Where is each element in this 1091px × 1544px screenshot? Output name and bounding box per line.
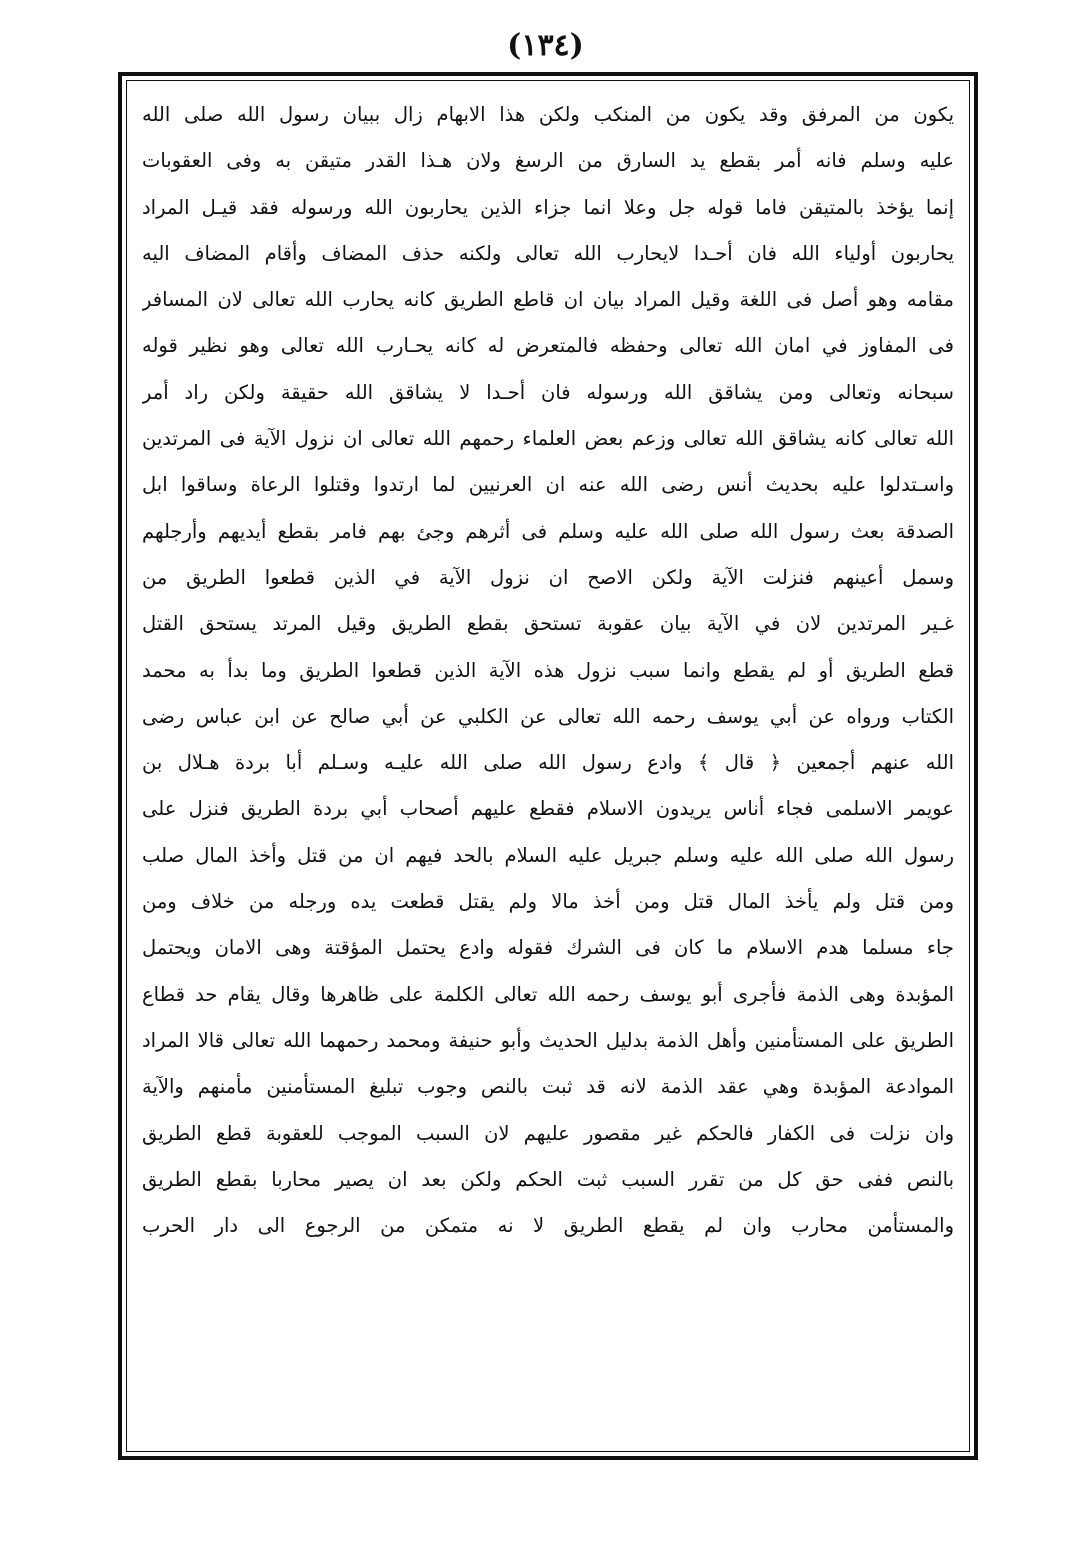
text-line: والمستأمن محارب وان لم يقطع الطريق لا نه متمكن من الرجوع الى دار الحرب bbox=[142, 1214, 954, 1238]
text-body bbox=[142, 92, 954, 1444]
text-line: الصدقة بعث رسول الله صلى الله عليه وسلم فى أثرهم وجئ بهم فامر بقطع أيديهم وأرجلهم bbox=[142, 519, 954, 543]
text-line: وان نزلت فى الكفار فالحكم غير مقصور عليهم لان السبب الموجب للعقوبة قطع الطريق bbox=[142, 1121, 954, 1145]
text-line: الله تعالى كانه يشاقق الله تعالى وزعم بعض العلماء رحمهم الله تعالى ان نزول الآية فى المرتدين bbox=[142, 427, 954, 451]
text-line: جاء مسلما هدم الاسلام ما كان فى الشرك فقوله وادع يحتمل المؤقتة وهى الامان ويحتمل bbox=[142, 936, 954, 960]
text-line: عليه وسلم فانه أمر بقطع يد السارق من الرسغ ولان هـذا القدر متيقن به وفى العقوبات bbox=[142, 149, 954, 173]
text-line: يكون من المرفق وقد يكون من المنكب ولكن هذا الابهام زال ببيان رسول الله صلى الله bbox=[142, 103, 954, 126]
text-line: الطريق على المستأمنين وأهل الذمة بدليل الحديث وأبو حنيفة ومحمد رحمهما الله تعالى قالا المراد bbox=[142, 1028, 954, 1052]
text-line: الله عنهم أجمعين ﴿ قال ﴾ وادع رسول الله صلى الله عليـه وسـلم أبا بردة هـلال بن bbox=[142, 751, 954, 775]
text-line: الموادعة المؤبدة وهي عقد الذمة لانه قد ثبت بالنص وجوب تبليغ المستأمنين مأمنهم والآية bbox=[142, 1075, 954, 1099]
text-line: رسول الله صلى الله عليه وسلم جبريل عليه السلام بالحد فيهم ان من قتل وأخذ المال صلب bbox=[142, 843, 954, 867]
text-line: وسمل أعينهم فنزلت الآية ولكن الاصح ان نزول الآية في الذين قطعوا الطريق من bbox=[142, 565, 954, 589]
text-line: الكتاب ورواه عن أبي يوسف رحمه الله تعالى عن الكلبي عن أبي صالح عن ابن عباس رضى bbox=[142, 704, 954, 728]
text-line: إنما يؤخذ بالمتيقن فاما قوله جل وعلا انما جزاء الذين يحاربون الله ورسوله فقد قيـل المراد bbox=[142, 195, 954, 219]
text-line: يحاربون أولياء الله فان أحـدا لايحارب الله تعالى ولكنه حذف المضاف وأقام المضاف اليه bbox=[142, 241, 954, 265]
text-line: غـير المرتدين لان في الآية بيان عقوبة تستحق بقطع الطريق وقيل المرتد يستحق القتل bbox=[142, 612, 954, 636]
text-line: واسـتدلوا عليه بحديث أنس رضى الله عنه ان العرنيين لما ارتدوا وقتلوا الرعاة وساقوا ابل bbox=[142, 473, 954, 497]
text-line: فى المفاوز في امان الله تعالى وحفظه فالمتعرض له كانه يحـارب الله تعالى وهو نظير قوله bbox=[142, 334, 954, 358]
text-line: قطع الطريق أو لم يقطع وانما سبب نزول هذه الآية الذين قطعوا الطريق وما بدأ به محمد bbox=[142, 658, 954, 682]
text-line: المؤبدة وهى الذمة فأجرى أبو يوسف رحمه الله تعالى الكلمة على ظاهرها وقال يقام حد قطاع bbox=[142, 982, 954, 1006]
text-line: عويمر الاسلمى فجاء أناس يريدون الاسلام فقطع عليهم أصحاب أبي بردة الطريق فنزل على bbox=[142, 797, 954, 821]
page-number: (١٣٤) bbox=[507, 28, 584, 63]
text-line: بالنص ففى حق كل من تقرر السبب ثبت الحكم ولكن بعد ان يصير محاربا بقطع الطريق bbox=[142, 1167, 954, 1191]
text-line: مقامه وهو أصل فى اللغة وقيل المراد بيان ان قاطع الطريق كانه يحارب الله تعالى لان المسافر bbox=[142, 288, 954, 312]
text-line: سبحانه وتعالى ومن يشاقق الله ورسوله فان أحـدا لا يشاقق الله حقيقة ولكن راد أمر bbox=[142, 380, 954, 404]
text-line: ومن قتل ولم يأخذ المال قتل ومن أخذ مالا ولم يقتل قطعت يده ورجله من خلاف ومن bbox=[142, 890, 954, 914]
